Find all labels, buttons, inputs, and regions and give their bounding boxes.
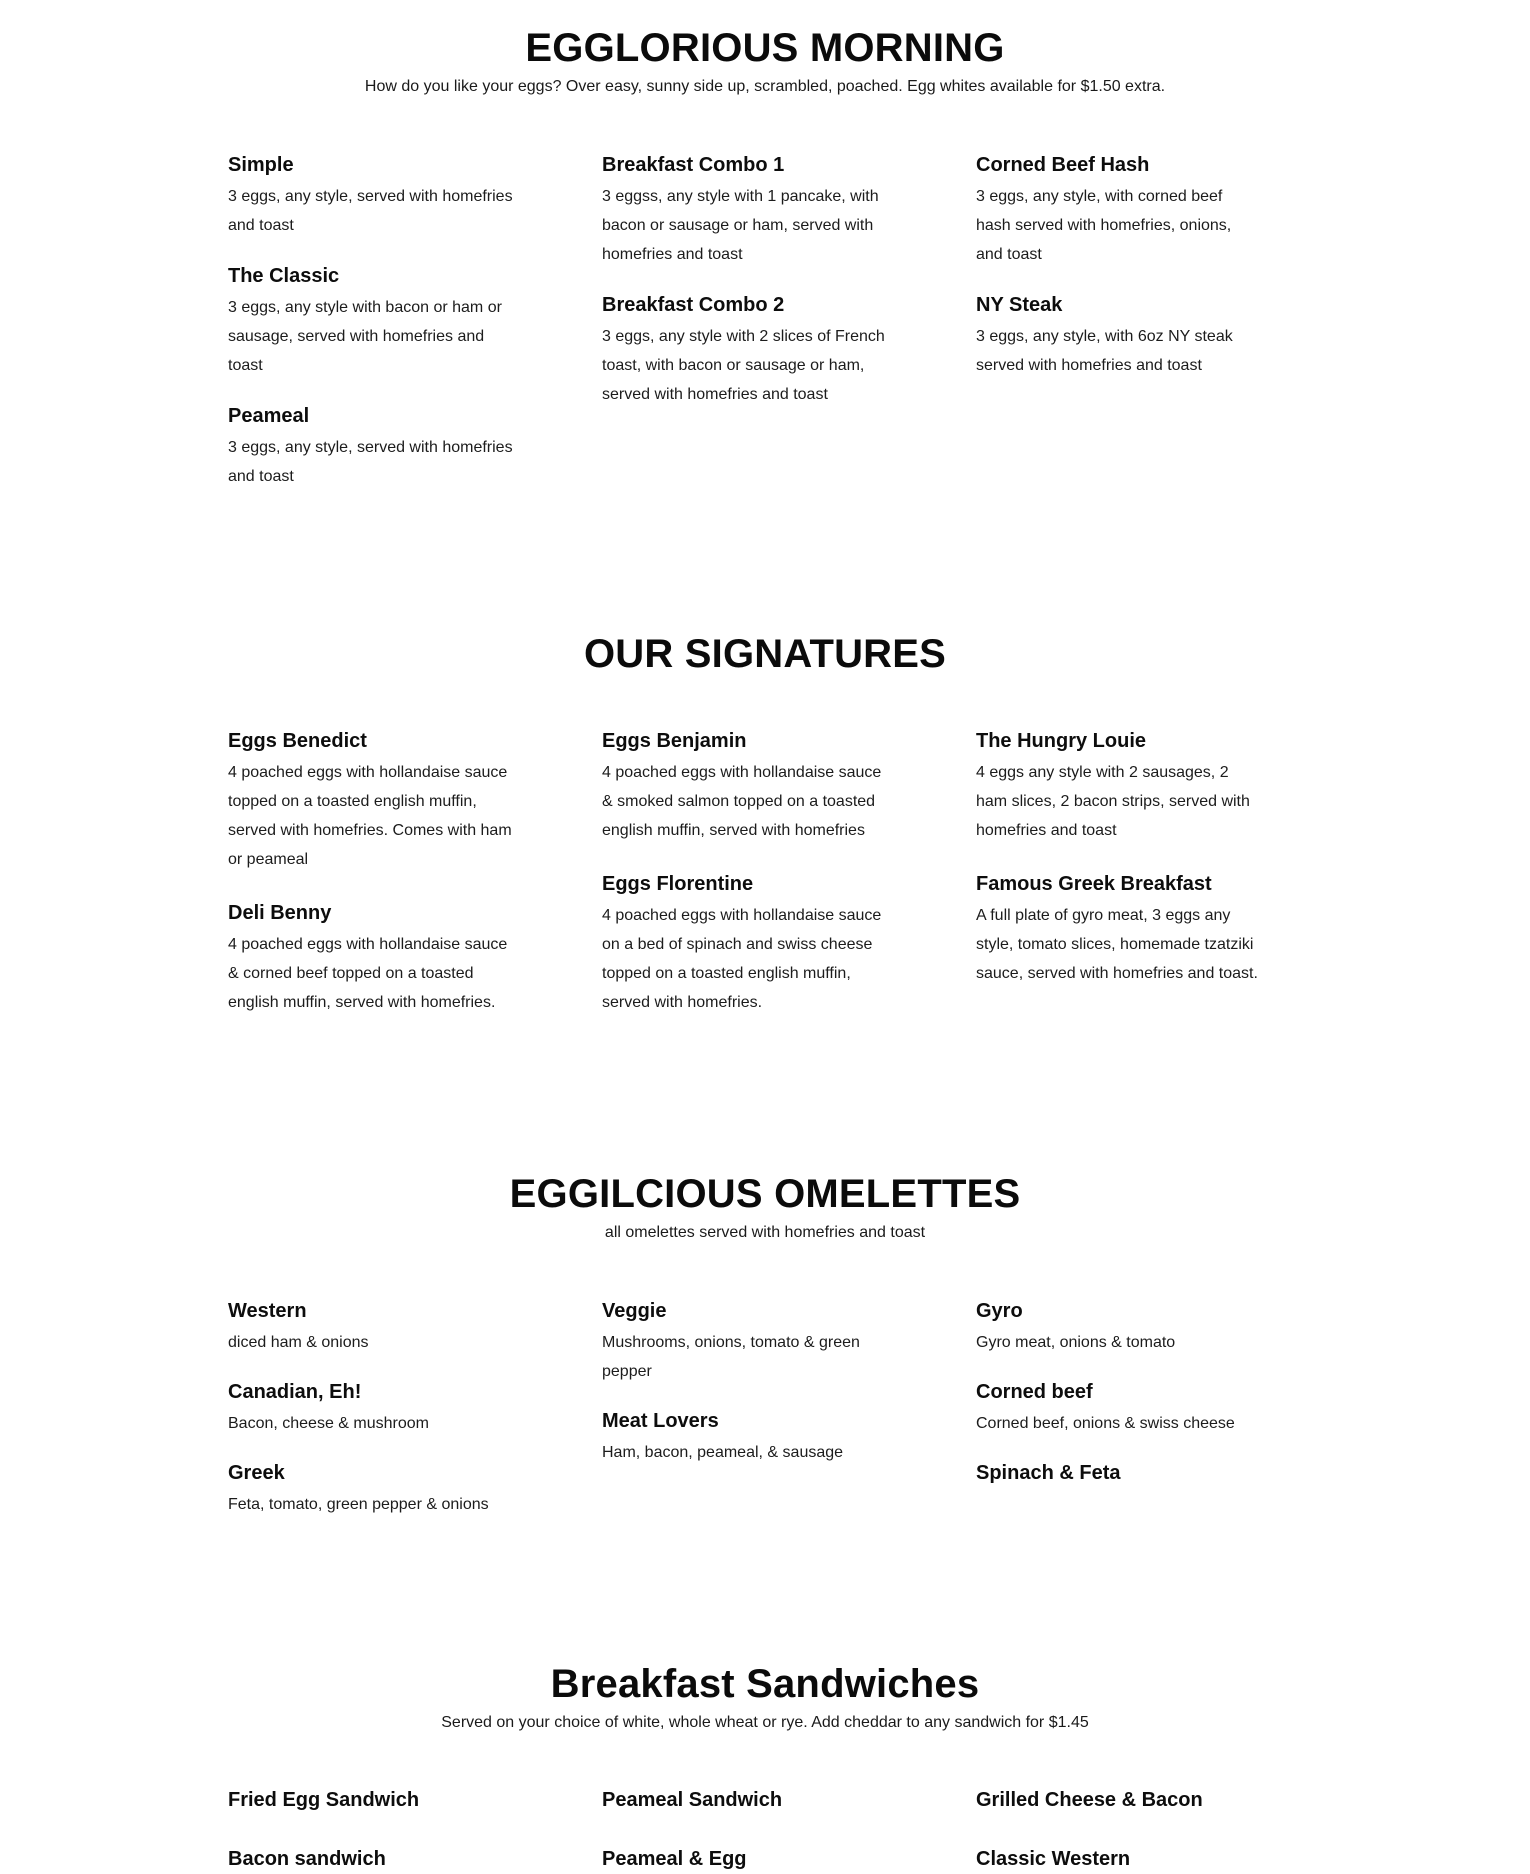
menu-item-name: Eggs Benedict	[228, 730, 367, 752]
menu-columns	[228, 728, 1348, 1040]
menu-item-description: 3 eggs, any style with bacon or ham or sausage, served with homefries and toast	[228, 299, 502, 374]
menu-item-description: Corned beef, onions & swiss cheese	[976, 1415, 1235, 1432]
menu-item-description: Bacon, cheese & mushroom	[228, 1415, 429, 1432]
menu-item-name: Famous Greek Breakfast	[976, 873, 1212, 895]
menu-item-description: Ham, bacon, peameal, & sausage	[602, 1444, 844, 1461]
menu-item-description: 4 poached eggs with hollandaise sauce & smoked salmon topped on a toasted english muffin, served with homefries	[602, 764, 882, 839]
menu-item-name: Veggie	[602, 1300, 667, 1322]
menu-columns	[228, 152, 1348, 514]
menu-item	[602, 728, 976, 845]
menu-item-description: diced ham & onions	[228, 1334, 369, 1351]
menu-column	[976, 728, 1350, 1040]
menu-item	[602, 152, 976, 269]
menu-column	[602, 728, 976, 1040]
menu-item	[228, 1298, 602, 1357]
menu-item	[602, 871, 976, 1017]
menu-item-description: 3 eggs, any style, served with homefries and toast	[228, 439, 513, 485]
section-title: EGGILCIOUS OMELETTES	[509, 1172, 1021, 1216]
menu-item-description: Feta, tomato, green pepper & onions	[228, 1496, 489, 1513]
menu-item-name: Corned beef	[976, 1381, 1093, 1403]
menu-item-name: The Hungry Louie	[976, 730, 1146, 752]
menu-item-description: 3 eggss, any style with 1 pancake, with bacon or sausage or ham, served with homefries and toast	[602, 188, 879, 263]
menu-column	[228, 1298, 602, 1542]
menu-item-name: Eggs Florentine	[602, 873, 754, 895]
section-breakfast-sandwiches	[0, 1660, 1530, 1734]
menu-item-name: Simple	[228, 154, 294, 176]
menu-item-description: Gyro meat, onions & tomato	[976, 1334, 1176, 1351]
menu-item-description: 3 eggs, any style, with corned beef hash served with homefries, onions, and toast	[976, 188, 1232, 263]
sandwich-grid	[228, 1787, 1348, 1872]
menu-item	[976, 728, 1350, 845]
menu-columns	[228, 1298, 1348, 1542]
menu-item-name: Eggs Benjamin	[602, 730, 747, 752]
menu-item-description: 3 eggs, any style, served with homefries and toast	[228, 188, 513, 234]
section-eggilcious-omelettes	[0, 1170, 1530, 1244]
menu-item-description: 4 poached eggs with hollandaise sauce & corned beef topped on a toasted english muffin, served with homefries.	[228, 936, 508, 1011]
menu-item	[602, 1408, 976, 1467]
menu-item-name: Fried Egg Sandwich	[228, 1789, 420, 1811]
menu-column	[976, 1298, 1350, 1542]
menu-item	[228, 403, 602, 491]
menu-item	[976, 1379, 1350, 1438]
menu-item-description: A full plate of gyro meat, 3 eggs any style, tomato slices, homemade tzatziki sauce, served with homefries and toast.	[976, 907, 1258, 982]
menu-item	[602, 1298, 976, 1386]
menu-item	[228, 1379, 602, 1438]
menu-item-description: 3 eggs, any style with 2 slices of French toast, with bacon or sausage or ham, served with homefries and toast	[602, 328, 885, 403]
menu-item-name: The Classic	[228, 265, 340, 287]
menu-item-name: Spinach & Feta	[976, 1462, 1121, 1484]
section-title: OUR SIGNATURES	[583, 632, 947, 676]
menu-item	[976, 1298, 1350, 1357]
menu-item	[228, 728, 602, 874]
menu-item	[228, 900, 602, 1017]
menu-item-name: Grilled Cheese & Bacon	[976, 1789, 1203, 1811]
menu-item-name: Classic Western	[976, 1848, 1131, 1870]
menu-item	[976, 871, 1350, 988]
section-subtitle: How do you like your eggs? Over easy, sunny side up, scrambled, poached. Egg whites available for $1.50 extra.	[364, 78, 1166, 95]
menu-item	[228, 1460, 602, 1519]
menu-item-name: Breakfast Combo 2	[602, 294, 785, 316]
section-subtitle: all omelettes served with homefries and toast	[604, 1224, 926, 1241]
menu-item	[976, 1460, 1350, 1486]
menu-item-description: 4 poached eggs with hollandaise sauce topped on a toasted english muffin, served with homefries. Comes with ham or peameal	[228, 764, 512, 868]
menu-item-name: Western	[228, 1300, 307, 1322]
menu-item	[976, 152, 1350, 269]
menu-column	[602, 1298, 976, 1542]
menu-item-description: 4 poached eggs with hollandaise sauce on a bed of spinach and swiss cheese topped on a toasted english muffin, served with homefries.	[602, 907, 882, 1011]
menu-item-name: Meat Lovers	[602, 1410, 719, 1432]
menu-item-name: NY Steak	[976, 294, 1063, 316]
menu-item-name: Bacon sandwich	[228, 1848, 386, 1870]
section-subtitle: Served on your choice of white, whole wheat or rye. Add cheddar to any sandwich for $1.45	[441, 1714, 1089, 1731]
menu-column	[602, 152, 976, 514]
menu-item-name: Greek	[228, 1462, 285, 1484]
menu-item	[976, 292, 1350, 380]
menu-column	[228, 152, 602, 514]
menu-column	[976, 152, 1350, 514]
menu-item-name: Breakfast Combo 1	[602, 154, 785, 176]
menu-item-name: Gyro	[976, 1300, 1023, 1322]
menu-item-name: Peameal Sandwich	[602, 1789, 783, 1811]
menu-item-name: Peameal	[228, 405, 310, 427]
menu-item-description: 4 eggs any style with 2 sausages, 2 ham slices, 2 bacon strips, served with homefries and toast	[976, 764, 1250, 839]
section-our-signatures	[0, 630, 1530, 678]
section-title: Breakfast Sandwiches	[550, 1662, 980, 1706]
menu-column	[228, 728, 602, 1040]
menu-item	[228, 152, 602, 240]
menu-item-name: Deli Benny	[228, 902, 332, 924]
menu-item-name: Peameal & Egg	[602, 1848, 747, 1870]
menu-item-description: 3 eggs, any style, with 6oz NY steak served with homefries and toast	[976, 328, 1233, 374]
menu-item-description: Mushrooms, onions, tomato & green pepper	[602, 1334, 860, 1380]
menu-item	[602, 292, 976, 409]
section-egglorious-morning	[0, 24, 1530, 98]
section-title: EGGLORIOUS MORNING	[525, 26, 1005, 70]
menu-item-name: Canadian, Eh!	[228, 1381, 362, 1403]
menu-item-name: Corned Beef Hash	[976, 154, 1150, 176]
menu-item	[228, 263, 602, 380]
